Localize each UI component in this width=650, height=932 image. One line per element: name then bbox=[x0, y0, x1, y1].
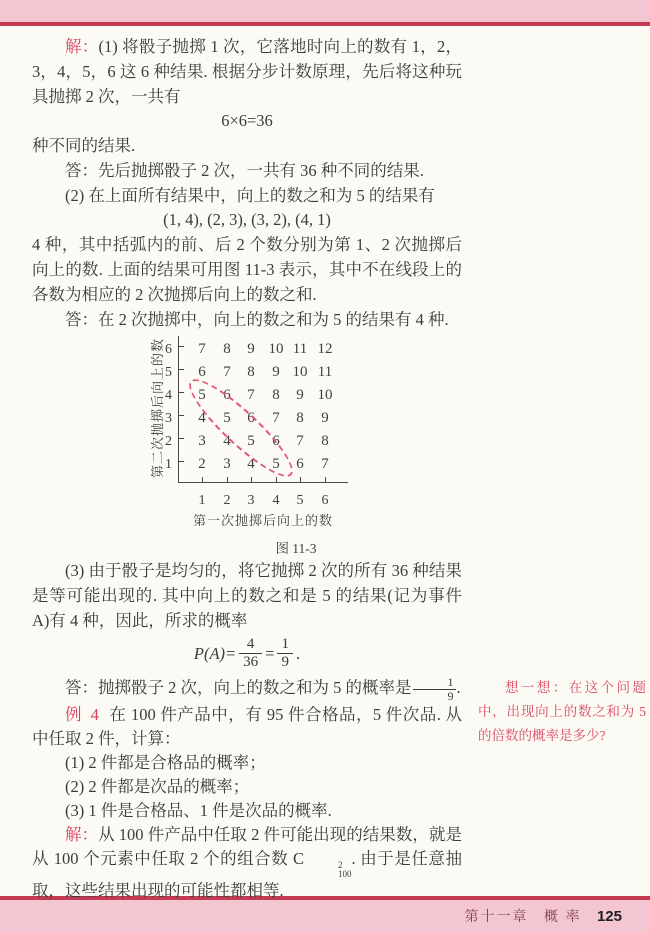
grid-value: 3 bbox=[223, 456, 231, 472]
combination-subscript: 100 bbox=[337, 869, 352, 879]
y-tick-mark bbox=[179, 369, 184, 370]
example4-section bbox=[32, 703, 462, 903]
fraction-numerator: 1 bbox=[277, 636, 293, 654]
answer3-period: . bbox=[456, 678, 461, 697]
example4-paragraph bbox=[32, 703, 462, 751]
grid-value: 3 bbox=[198, 433, 206, 449]
x-tick-mark bbox=[227, 477, 228, 482]
margin-think-note: 想一想：在这个问题中，出现向上的数之和为 5 的倍数的概率是多少? bbox=[478, 680, 646, 743]
formula-6x6: 6×6=36 bbox=[221, 111, 273, 130]
para-explanation: 4 种，其中括弧内的前、后 2 个数分别为第 1、2 次抛掷后向上的数. 上面的结果可用图 11-3 表示，其中不在线段上的各数为相应的 2 次抛掷后向上的数之和. bbox=[32, 235, 462, 304]
answer2-paragraph: 答：在 2 次抛掷中，向上的数之和为 5 的结果有 4 种. bbox=[65, 310, 449, 329]
grid-value: 5 bbox=[198, 387, 206, 403]
x-tick-label: 1 bbox=[198, 493, 206, 508]
grid-value: 10 bbox=[317, 387, 333, 403]
x-tick-mark bbox=[276, 477, 277, 482]
y-tick-mark bbox=[179, 461, 184, 462]
inline-fraction-1-9 bbox=[413, 676, 456, 702]
solution1-paragraph bbox=[32, 34, 462, 109]
answer3-text: 答：抛掷骰子 2 次，向上的数之和为 5 的概率是 bbox=[65, 678, 412, 697]
grid-value: 9 bbox=[296, 387, 304, 403]
x-tick-label: 5 bbox=[296, 493, 304, 508]
solution-label: 解： bbox=[65, 37, 99, 56]
grid-value: 6 bbox=[247, 410, 255, 426]
formula-lhs: P(A)= bbox=[193, 643, 237, 663]
grid-value: 12 bbox=[317, 341, 333, 357]
grid-value: 4 bbox=[223, 433, 231, 449]
grid-value: 7 bbox=[272, 410, 280, 426]
grid-value: 8 bbox=[296, 410, 304, 426]
example4-item2: (2) 2 件都是次品的概率； bbox=[65, 777, 250, 796]
grid-value: 8 bbox=[247, 364, 255, 380]
answer3-paragraph bbox=[32, 673, 462, 703]
grid-value: 8 bbox=[321, 433, 329, 449]
x-axis-label: 第一次抛掷后向上的数 bbox=[192, 513, 333, 528]
y-axis-label: 第二次抛掷后向上的数 bbox=[150, 338, 165, 479]
example4-item1: (1) 2 件都是合格品的概率； bbox=[65, 753, 266, 772]
x-tick-mark bbox=[325, 477, 326, 482]
y-tick-mark bbox=[179, 415, 184, 416]
x-tick-label: 6 bbox=[321, 493, 329, 508]
page-footer bbox=[464, 906, 622, 926]
solution1-text: (1) 将骰子抛掷 1 次，它落地时向上的数有 1，2，3，4，5，6 这 6 种结果. 根据分步计数原理，先后将这种玩具抛掷 2 次，一共有 bbox=[32, 37, 463, 106]
example4-text: 在 100 件产品中，有 95 件合格品，5 件次品. 从中任取 2 件，计算： bbox=[32, 705, 463, 748]
grid-value: 4 bbox=[198, 410, 206, 426]
top-red-rule bbox=[0, 22, 650, 26]
grid-value: 9 bbox=[272, 364, 280, 380]
main-text-column bbox=[32, 34, 462, 903]
grid-value: 2 bbox=[198, 456, 206, 472]
y-tick-label: 4 bbox=[165, 388, 172, 403]
grid-value: 10 bbox=[268, 341, 284, 357]
y-tick-mark bbox=[179, 438, 184, 439]
grid-value: 8 bbox=[272, 387, 280, 403]
figure-11-3 bbox=[140, 336, 452, 556]
solution-label: 解： bbox=[65, 825, 99, 844]
solution2-text-before: 从 100 件产品中任取 2 件可能出现的结果数，就是从 100 个元素中任取 2 个的组合数 C bbox=[32, 825, 463, 868]
grid-value: 7 bbox=[198, 341, 206, 357]
x-tick-label: 3 bbox=[247, 493, 255, 508]
y-tick-label: 5 bbox=[165, 365, 172, 380]
x-tick-mark bbox=[251, 477, 252, 482]
y-tick-label: 2 bbox=[165, 434, 172, 449]
fraction-denominator: 9 bbox=[447, 688, 454, 703]
tuples-line: (1, 4), (2, 3), (3, 2), (4, 1) bbox=[163, 210, 331, 229]
grid-value: 4 bbox=[247, 456, 255, 472]
grid-value: 9 bbox=[321, 410, 329, 426]
y-tick-label: 1 bbox=[165, 457, 172, 472]
x-tick-mark bbox=[202, 477, 203, 482]
y-tick-mark bbox=[179, 392, 184, 393]
fraction-numerator: 4 bbox=[239, 636, 262, 654]
footer-chapter: 第十一章 bbox=[464, 910, 529, 925]
solution2-text-after: . 由于是任意抽取，这些结果出现的可能性都相等. bbox=[32, 849, 462, 900]
grid-value: 7 bbox=[296, 433, 304, 449]
example4-label: 例 4 bbox=[65, 705, 101, 724]
grid-value: 6 bbox=[296, 456, 304, 472]
grid-value: 7 bbox=[321, 456, 329, 472]
y-tick-mark bbox=[179, 346, 184, 347]
y-tick-label: 3 bbox=[165, 411, 172, 426]
para-results: 种不同的结果. bbox=[32, 136, 136, 155]
x-tick-label: 2 bbox=[223, 493, 231, 508]
grid-value: 5 bbox=[223, 410, 231, 426]
grid-value: 7 bbox=[223, 364, 231, 380]
grid-value: 9 bbox=[247, 341, 255, 357]
figure-caption: 图 11-3 bbox=[275, 541, 317, 556]
formula-equals: = bbox=[265, 643, 275, 663]
probability-formula bbox=[32, 633, 462, 673]
x-axis-line bbox=[178, 482, 348, 483]
x-tick-mark bbox=[300, 477, 301, 482]
grid-value: 6 bbox=[272, 433, 280, 449]
grid-value: 6 bbox=[223, 387, 231, 403]
grid-value: 5 bbox=[247, 433, 255, 449]
top-pink-band bbox=[0, 0, 650, 22]
fraction-denominator: 36 bbox=[243, 653, 259, 670]
footer-subject: 概 率 bbox=[543, 910, 582, 925]
grid-value: 11 bbox=[317, 364, 333, 380]
y-tick-label: 6 bbox=[165, 342, 172, 357]
combination-scripts bbox=[305, 861, 352, 879]
x-tick-label: 4 bbox=[272, 493, 280, 508]
grid-value: 10 bbox=[292, 364, 308, 380]
part3-paragraph: (3) 由于骰子是均匀的，将它抛掷 2 次的所有 36 种结果是等可能出现的. 其中向上的数之和是 5 的结果(记为事件 A)有 4 种，因此，所求的概率 bbox=[32, 561, 462, 630]
fraction-denominator: 9 bbox=[281, 653, 289, 670]
grid-value: 6 bbox=[198, 364, 206, 380]
combination-superscript: 2 bbox=[337, 860, 343, 870]
grid-value: 7 bbox=[247, 387, 255, 403]
grid-value: 5 bbox=[272, 456, 280, 472]
fraction-numerator: 1 bbox=[413, 676, 456, 690]
example4-item3: (3) 1 件是合格品、1 件是次品的概率. bbox=[65, 801, 332, 820]
fraction-4-36 bbox=[239, 636, 262, 670]
part2-paragraph: (2) 在上面所有结果中，向上的数之和为 5 的结果有 bbox=[65, 186, 435, 205]
fraction-1-9 bbox=[277, 636, 293, 670]
grid-value: 8 bbox=[223, 341, 231, 357]
grid-value: 11 bbox=[292, 341, 308, 357]
answer1-paragraph: 答：先后抛掷骰子 2 次，一共有 36 种不同的结果. bbox=[65, 161, 424, 180]
formula-period: . bbox=[295, 643, 301, 663]
page-number: 125 bbox=[596, 908, 622, 925]
solution2-paragraph bbox=[32, 823, 462, 903]
